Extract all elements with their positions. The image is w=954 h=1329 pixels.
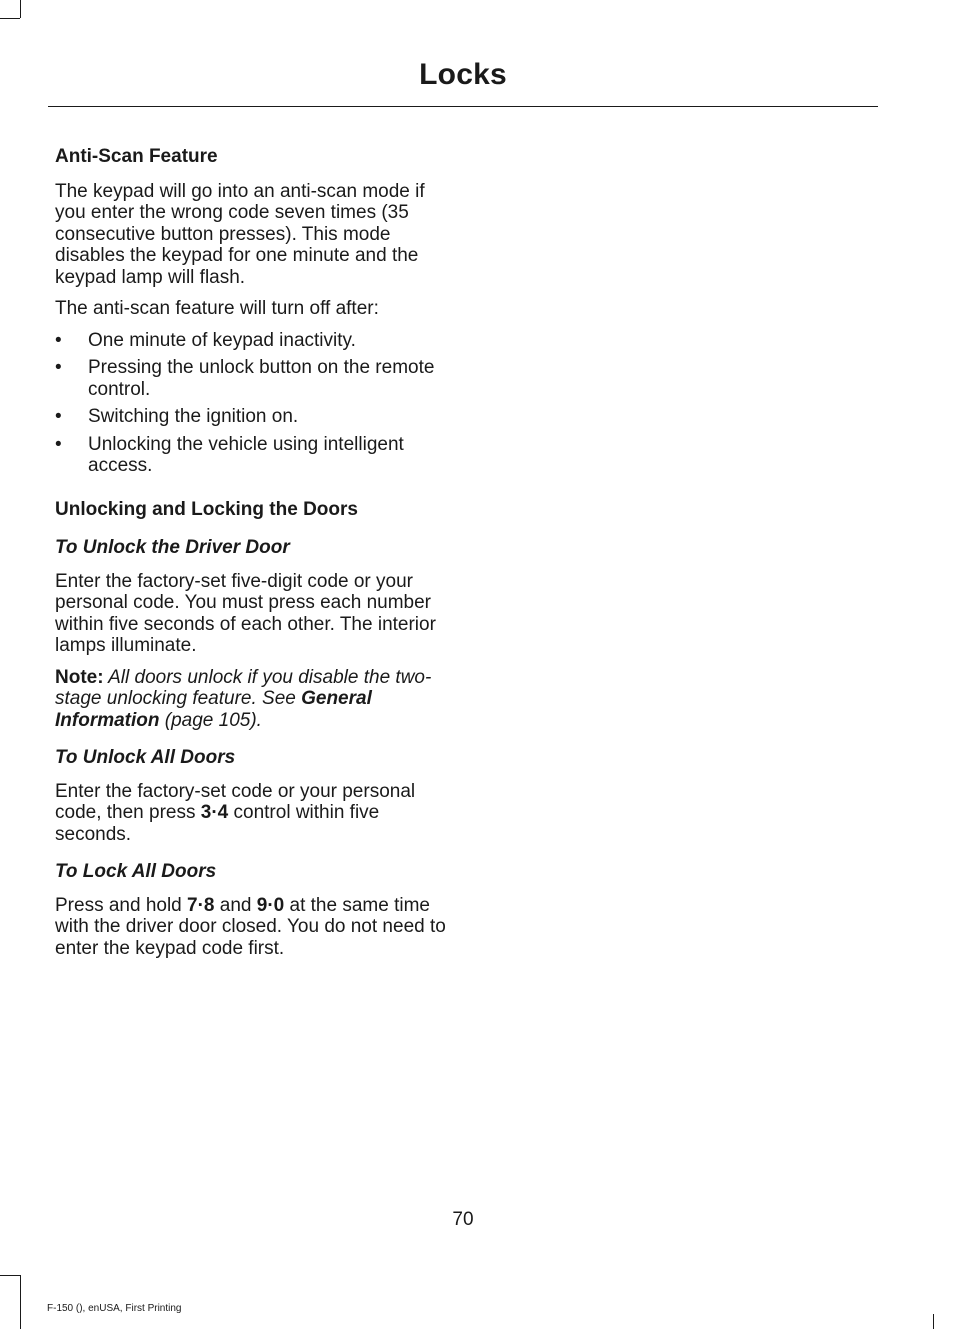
lock-all-doors-paragraph	[55, 895, 450, 960]
content-column	[55, 146, 450, 969]
anti-scan-turn-off-intro: The anti-scan feature will turn off after:	[55, 298, 379, 319]
bullet-icon: •	[55, 433, 62, 455]
unlock-all-text-after: control within five seconds.	[55, 802, 380, 845]
crop-mark-top-left-horizontal	[0, 18, 20, 19]
lock-all-text-1: Press and hold	[55, 894, 188, 916]
crop-mark-bottom-right-vertical	[933, 1314, 934, 1329]
keypad-key-7-8: 7·8	[187, 894, 215, 916]
unlock-driver-door-paragraph: Enter the factory-set five-digit code or your personal code. You must press each number within five seconds of each other. The interior lamps illuminate.	[55, 570, 436, 656]
list-item-text: Switching the ignition on.	[88, 406, 299, 427]
note-reference-link[interactable]: General Information	[55, 688, 372, 731]
bullet-icon: •	[55, 329, 62, 351]
heading-anti-scan: Anti-Scan Feature	[55, 146, 218, 167]
list-item-text: One minute of keypad inactivity.	[88, 329, 356, 351]
keypad-key-9-0: 9·0	[256, 894, 285, 916]
heading-unlock-all-doors: To Unlock All Doors	[55, 747, 236, 768]
list-item	[55, 434, 450, 477]
heading-lock-all-doors: To Lock All Doors	[55, 861, 217, 882]
note-page-reference: (page 105).	[159, 709, 262, 731]
list-item-text: Pressing the unlock button on the remote control.	[88, 357, 435, 400]
footer-text: F-150 (), enUSA, First Printing	[47, 1303, 182, 1314]
heading-unlocking-locking: Unlocking and Locking the Doors	[55, 498, 358, 520]
anti-scan-paragraph: The keypad will go into an anti-scan mode if you enter the wrong code seven times (35 consecutive button presses). This mode disables the keypad for one minute and the keypad lamp will flash.	[55, 180, 425, 288]
crop-mark-bottom-left-vertical	[20, 1275, 21, 1329]
lock-all-text-2: and	[214, 894, 257, 916]
list-item-text: Unlocking the vehicle using intelligent access.	[88, 433, 404, 476]
anti-scan-bullet-list	[55, 330, 450, 477]
unlock-all-doors-paragraph	[55, 781, 450, 846]
list-item	[55, 357, 450, 400]
heading-unlock-driver-door: To Unlock the Driver Door	[55, 537, 290, 558]
page-title: Locks	[419, 58, 507, 91]
keypad-key-3-4: 3·4	[200, 802, 229, 823]
bullet-icon: •	[55, 357, 62, 378]
unlock-all-text-before: Enter the factory-set code or your personal code, then press	[55, 780, 416, 823]
crop-mark-bottom-left-horizontal	[0, 1275, 20, 1276]
lock-all-text-3: at the same time with the driver door closed. You do not need to enter the keypad code first.	[55, 894, 446, 959]
note-paragraph	[55, 667, 450, 732]
header-divider	[48, 106, 878, 107]
list-item	[55, 330, 450, 352]
page-number: 70	[452, 1209, 474, 1230]
crop-mark-top-left-vertical	[20, 0, 21, 18]
list-item	[55, 406, 450, 428]
note-text: All doors unlock if you disable the two-stage unlocking feature. See	[55, 666, 432, 709]
bullet-icon: •	[55, 406, 62, 427]
note-label: Note:	[55, 666, 104, 688]
